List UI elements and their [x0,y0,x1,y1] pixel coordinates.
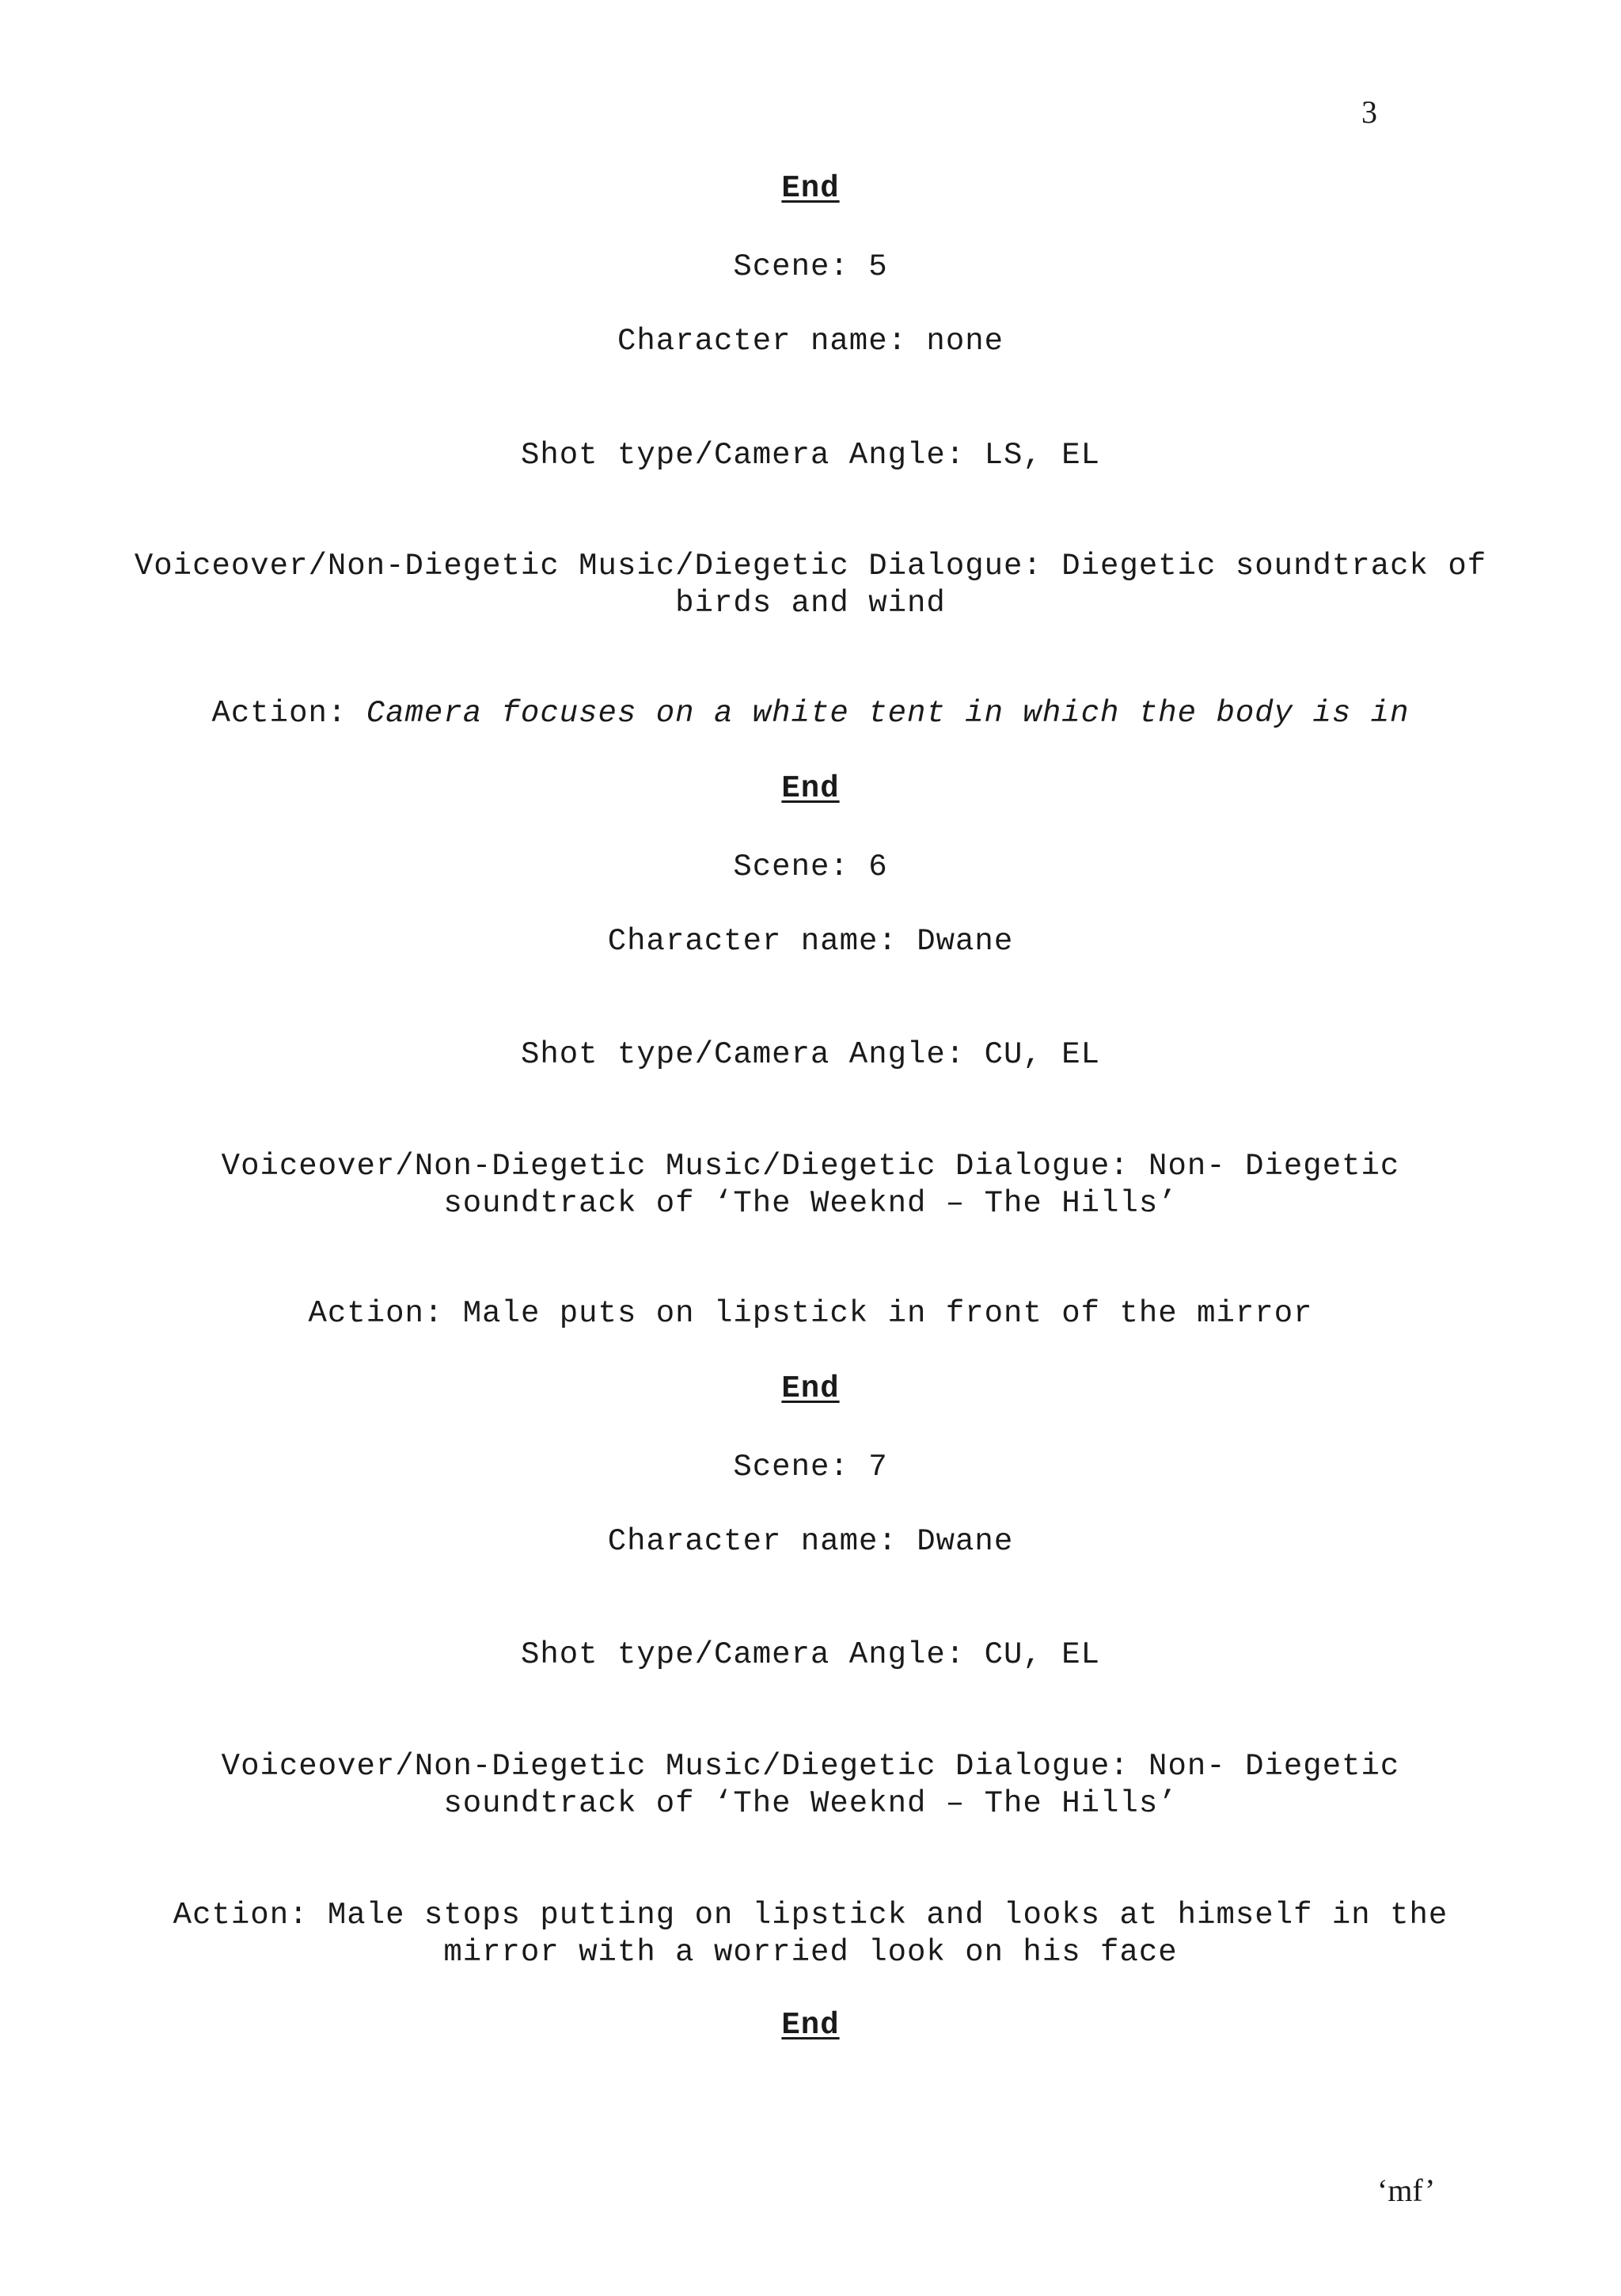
audio-description: Voiceover/Non-Diegetic Music/Diegetic Dialogue: Diegetic soundtrack of birds and wind [134,549,1487,621]
action-line: Action: Male stops putting on lipstick and looks at himself in the mirror with a worried look on his face [173,1898,1448,1970]
end-marker: End [781,1371,840,1406]
end-marker: End [781,2008,840,2043]
action-line: Action: Male puts on lipstick in front of the mirror [308,1296,1313,1331]
page-number: 3 [1361,94,1377,130]
shot-type: Shot type/Camera Angle: CU, EL [520,1037,1101,1072]
shot-type: Shot type/Camera Angle: CU, EL [520,1637,1101,1672]
character-name: Character name: Dwane [607,924,1014,959]
character-name: Character name: none [617,324,1004,359]
shot-type: Shot type/Camera Angle: LS, EL [520,438,1101,473]
end-marker: End [781,771,840,806]
end-marker: End [781,171,840,206]
scene-number: Scene: 5 [733,249,888,284]
footer-mark: ‘mf’ [1377,2172,1436,2208]
audio-description: Voiceover/Non-Diegetic Music/Diegetic Dialogue: Non- Diegetic soundtrack of ‘The Weeknd – The Hills’ [221,1749,1400,1821]
action-line [0,695,1621,732]
action-label: Action: [211,696,366,731]
character-name: Character name: Dwane [607,1524,1014,1559]
action-text: Camera focuses on a white tent in which the body is in [366,696,1410,731]
scene-number: Scene: 6 [733,850,888,884]
audio-description: Voiceover/Non-Diegetic Music/Diegetic Dialogue: Non- Diegetic soundtrack of ‘The Weeknd – The Hills’ [221,1149,1400,1221]
scene-number: Scene: 7 [733,1450,888,1484]
